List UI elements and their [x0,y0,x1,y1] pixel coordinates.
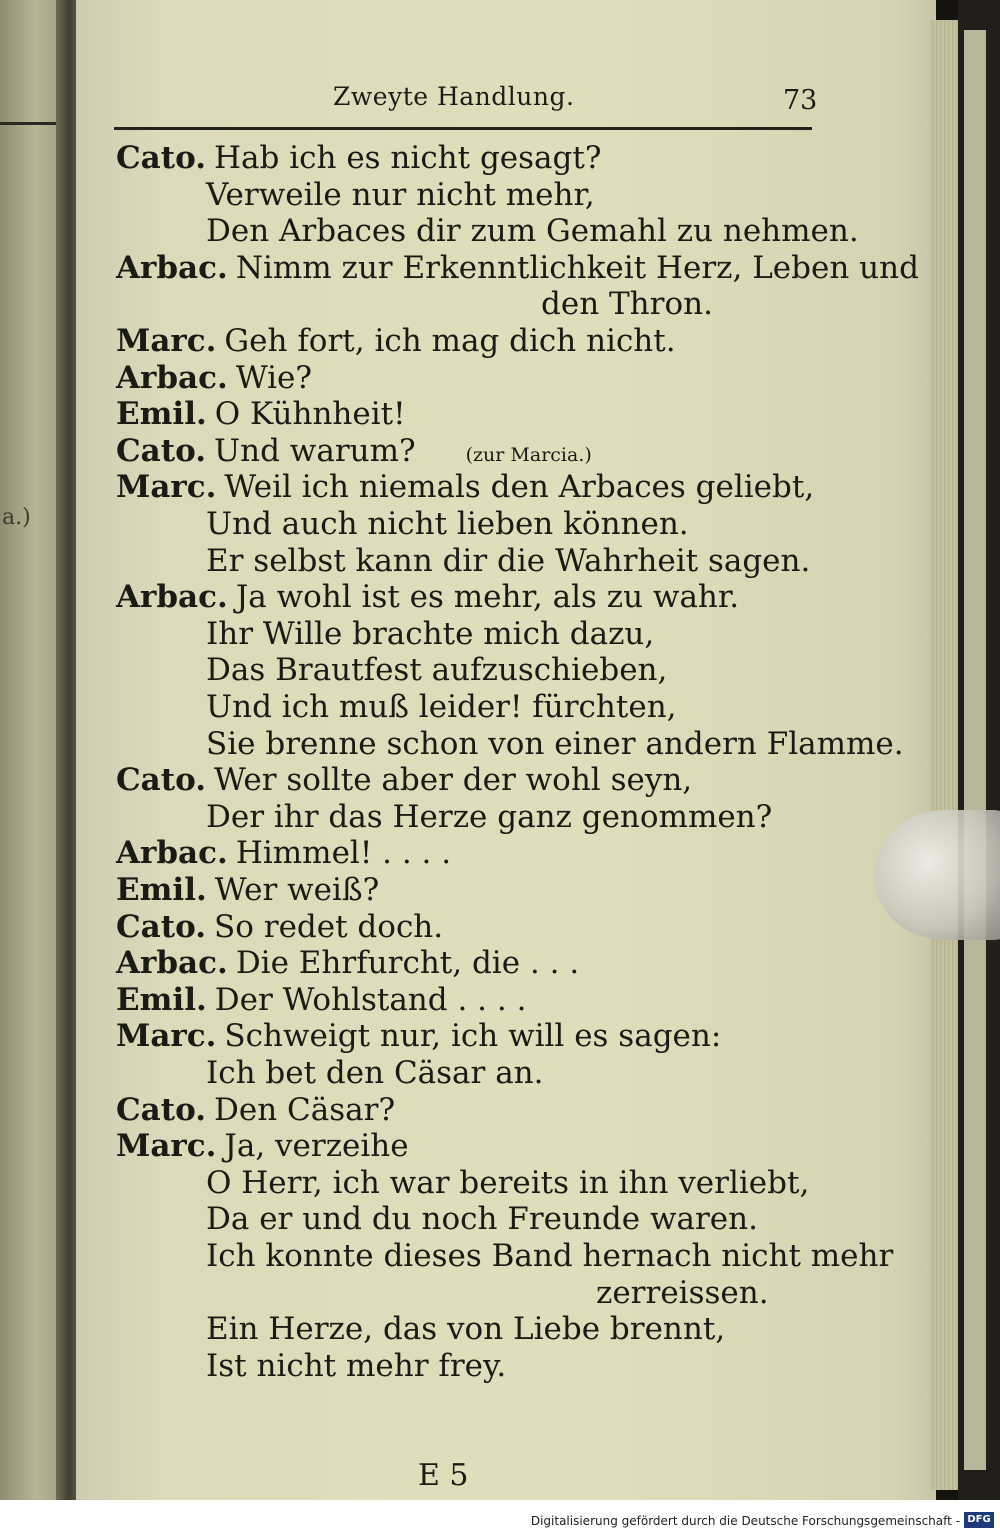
line-text: zerreissen. [596,1274,769,1311]
line-text: Den Cäsar? [214,1091,396,1128]
text-line [206,506,689,542]
text-line [116,872,379,908]
speaker-name: Cato. [116,908,207,945]
text-line [206,799,772,835]
line-text: Wer sollte aber der wohl seyn, [214,762,693,799]
line-text: Ist nicht mehr frey. [206,1347,507,1384]
text-line [206,616,654,652]
text-line [116,1128,409,1164]
text-line [116,433,592,473]
text-line [116,323,676,359]
text-line [206,1165,809,1201]
line-text: Der ihr das Herze ganz genommen? [206,798,773,835]
text-line [206,543,810,579]
text-line [116,250,919,286]
text-line [206,689,677,725]
line-text: O Herr, ich war bereits in ihn verliebt, [206,1164,810,1201]
speaker-name: Cato. [116,1091,207,1128]
line-text: Nimm zur Erkenntlichkeit Herz, Leben und [235,249,919,286]
text-line [206,652,667,688]
text-line [116,835,451,871]
dfg-logo-icon: DFG [964,1512,994,1528]
speaker-name: Arbac. [116,359,228,396]
text-line [206,177,595,213]
text-line [116,396,406,432]
line-text: Verweile nur nicht mehr, [206,176,595,213]
text-line [116,762,692,798]
text-line [206,1055,544,1091]
text-line [116,909,443,945]
speaker-name: Marc. [116,1128,217,1165]
speaker-name: Cato. [116,762,207,799]
speaker-name: Emil. [116,872,207,908]
line-text: Ja, verzeihe [224,1128,409,1165]
signature-mark: E 5 [418,1458,469,1493]
line-text: Und ich muß leider! fürchten, [206,689,677,725]
line-text: Himmel! . . . . [235,835,452,872]
speaker-name: Arbac. [116,579,228,616]
line-text: Geh fort, ich mag dich nicht. [224,323,676,359]
line-text: Die Ehrfurcht, die . . . [235,945,580,982]
text-line [596,1275,769,1311]
speaker-name: Arbac. [116,945,228,982]
line-text: Und auch nicht lieben können. [206,506,689,542]
speaker-name: Arbac. [116,249,228,286]
text-line [206,1348,506,1384]
line-text: Und warum? [214,432,416,469]
text-line [206,1201,758,1237]
text-line [116,945,579,981]
line-text: Den Arbaces dir zum Gemahl zu nehmen. [206,213,859,250]
line-text: Ihr Wille brachte mich dazu, [206,615,655,652]
next-page-strip [964,30,986,1470]
line-text: Weil ich niemals den Arbaces geliebt, [224,469,815,506]
text-line [541,286,713,322]
line-text: Der Wohlstand . . . . [214,981,527,1018]
line-text: Ein Herze, das von Liebe brennt, [206,1311,726,1348]
speaker-name: Emil. [116,981,207,1018]
text-line [116,360,312,396]
line-text: den Thron. [541,286,713,323]
footer-bar [0,1500,1000,1537]
header-rule [114,127,812,130]
speaker-name: Emil. [116,396,207,433]
speaker-name: Arbac. [116,835,228,872]
speaker-name: Cato. [116,432,207,469]
page-number: 73 [783,85,818,116]
line-text: Sie brenne schon von einer andern Flamme. [206,725,904,762]
text-line [206,213,859,249]
line-text: Da er und du noch Freunde waren. [206,1201,758,1238]
text-line [206,1311,725,1347]
line-text: O Kühnheit! [214,396,406,433]
text-line [116,469,814,505]
line-text: Wer weiß? [214,872,380,908]
text-line [116,140,601,176]
line-text: Schweigt nur, ich will es sagen: [224,1018,722,1055]
running-title: Zweyte Handlung. [333,82,575,111]
text-line [206,1238,893,1274]
page-header [0,0,1000,140]
left-page-fragment: a.) [2,505,31,530]
line-text: So redet doch. [214,908,444,945]
footer-credit: Digitalisierung gefördert durch die Deutsche Forschungsgemeinschaft - [530,1514,960,1528]
line-text: Wie? [235,359,313,396]
speaker-name: Marc. [116,323,217,359]
text-line [206,726,904,762]
line-text: Ich bet den Cäsar an. [206,1055,544,1091]
line-text: Ich konnte dieses Band hernach nicht mehr [206,1238,894,1274]
text-line [116,1018,721,1054]
line-text: Das Brautfest aufzuschieben, [206,652,668,689]
line-text: Er selbst kann dir die Wahrheit sagen. [206,542,811,579]
speaker-name: Cato. [116,140,207,176]
speaker-name: Marc. [116,469,217,506]
line-text: Hab ich es nicht gesagt? [214,140,602,176]
text-line [116,982,526,1018]
text-line [116,579,739,615]
speaker-name: Marc. [116,1018,217,1055]
stage-direction: (zur Marcia.) [465,443,592,466]
page-block-edge [930,20,958,1490]
text-line [116,1092,395,1128]
line-text: Ja wohl ist es mehr, als zu wahr. [235,579,740,616]
